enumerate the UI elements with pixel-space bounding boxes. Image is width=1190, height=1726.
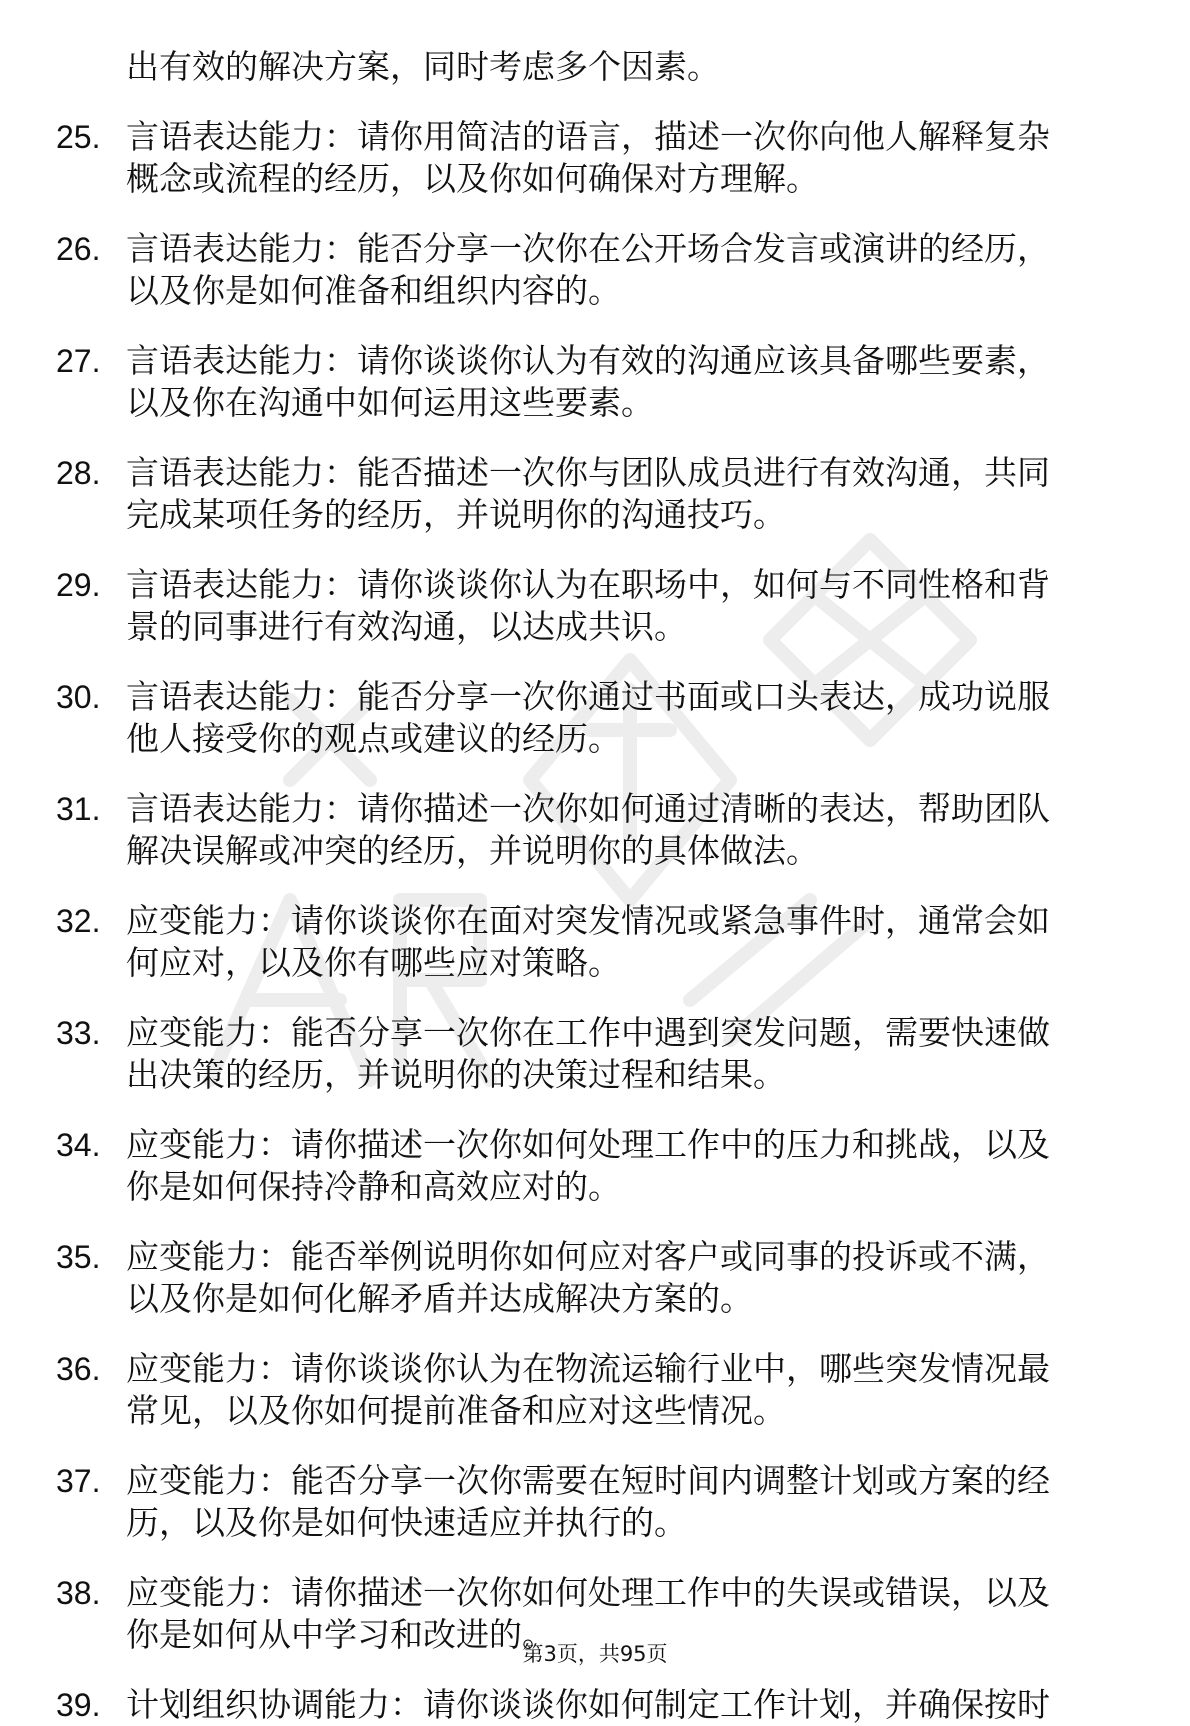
page-footer: 第3页，共95页 [522, 1642, 668, 1666]
list-item [56, 900, 1116, 984]
item-number: 33. [56, 1015, 101, 1051]
item-text: 他人接受你的观点或建议的经历。 [126, 719, 621, 758]
list-item [56, 1684, 1116, 1726]
item-text: 应变能力：能否分享一次你需要在短时间内调整计划或方案的经 [126, 1461, 1050, 1500]
item-text: 应变能力：能否分享一次你在工作中遇到突发问题，需要快速做 [126, 1013, 1050, 1052]
item-number: 38. [56, 1575, 101, 1611]
item-text: 你是如何从中学习和改进的。 [126, 1615, 555, 1654]
list-item [56, 1012, 1116, 1096]
item-text: 何应对，以及你有哪些应对策略。 [126, 943, 621, 982]
list-item [56, 788, 1116, 872]
item-text: 常见，以及你如何提前准备和应对这些情况。 [126, 1391, 786, 1430]
item-text: 应变能力：请你谈谈你认为在物流运输行业中，哪些突发情况最 [126, 1349, 1050, 1388]
item-text: 言语表达能力：请你用简洁的语言，描述一次你向他人解释复杂 [126, 117, 1050, 156]
list-item [56, 676, 1116, 760]
item-text: 以及你在沟通中如何运用这些要素。 [126, 383, 654, 422]
item-text: 解决误解或冲突的经历，并说明你的具体做法。 [126, 831, 819, 870]
item-number: 35. [56, 1239, 101, 1275]
item-text: 以及你是如何准备和组织内容的。 [126, 271, 621, 310]
item-text: 言语表达能力：能否描述一次你与团队成员进行有效沟通，共同 [126, 453, 1050, 492]
question-list [0, 46, 1190, 1726]
list-item [56, 1348, 1116, 1432]
list-item [56, 340, 1116, 424]
item-number: 34. [56, 1127, 101, 1163]
item-text: 言语表达能力：能否分享一次你在公开场合发言或演讲的经历， [126, 229, 1050, 268]
list-item [56, 1236, 1116, 1320]
list-item [56, 116, 1116, 200]
item-text: 计划组织协调能力：请你谈谈你如何制定工作计划，并确保按时 [126, 1685, 1050, 1724]
list-item [56, 564, 1116, 648]
item-number: 36. [56, 1351, 101, 1387]
list-item [56, 228, 1116, 312]
item-number: 28. [56, 455, 101, 491]
item-text: 以及你是如何化解矛盾并达成解决方案的。 [126, 1279, 753, 1318]
item-number: 30. [56, 679, 101, 715]
list-item [56, 1124, 1116, 1208]
item-text: 应变能力：能否举例说明你如何应对客户或同事的投诉或不满， [126, 1237, 1050, 1276]
item-text: 应变能力：请你描述一次你如何处理工作中的压力和挑战，以及 [126, 1125, 1050, 1164]
item-text: 历，以及你是如何快速适应并执行的。 [126, 1503, 687, 1542]
item-text: 景的同事进行有效沟通，以达成共识。 [126, 607, 687, 646]
item-text: 完成某项任务的经历，并说明你的沟通技巧。 [126, 495, 786, 534]
item-number: 37. [56, 1463, 101, 1499]
item-text: 言语表达能力：请你谈谈你认为在职场中，如何与不同性格和背 [126, 565, 1050, 604]
item-text: 出决策的经历，并说明你的决策过程和结果。 [126, 1055, 786, 1094]
item-number: 39. [56, 1687, 101, 1723]
item-number: 31. [56, 791, 101, 827]
list-item [56, 1460, 1116, 1544]
item-text: 言语表达能力：请你谈谈你认为有效的沟通应该具备哪些要素， [126, 341, 1050, 380]
list-item [56, 452, 1116, 536]
item-text: 言语表达能力：能否分享一次你通过书面或口头表达，成功说服 [126, 677, 1050, 716]
item-number: 29. [56, 567, 101, 603]
continuation-line: 出有效的解决方案，同时考虑多个因素。 [126, 47, 720, 86]
item-text: 应变能力：请你描述一次你如何处理工作中的失误或错误，以及 [126, 1573, 1050, 1612]
item-text: 概念或流程的经历，以及你如何确保对方理解。 [126, 159, 819, 198]
item-number: 27. [56, 343, 101, 379]
item-number: 25. [56, 119, 101, 155]
item-text: 应变能力：请你谈谈你在面对突发情况或紧急事件时，通常会如 [126, 901, 1050, 940]
item-number: 32. [56, 903, 101, 939]
item-text: 言语表达能力：请你描述一次你如何通过清晰的表达，帮助团队 [126, 789, 1050, 828]
item-number: 26. [56, 231, 101, 267]
item-text: 你是如何保持冷静和高效应对的。 [126, 1167, 621, 1206]
